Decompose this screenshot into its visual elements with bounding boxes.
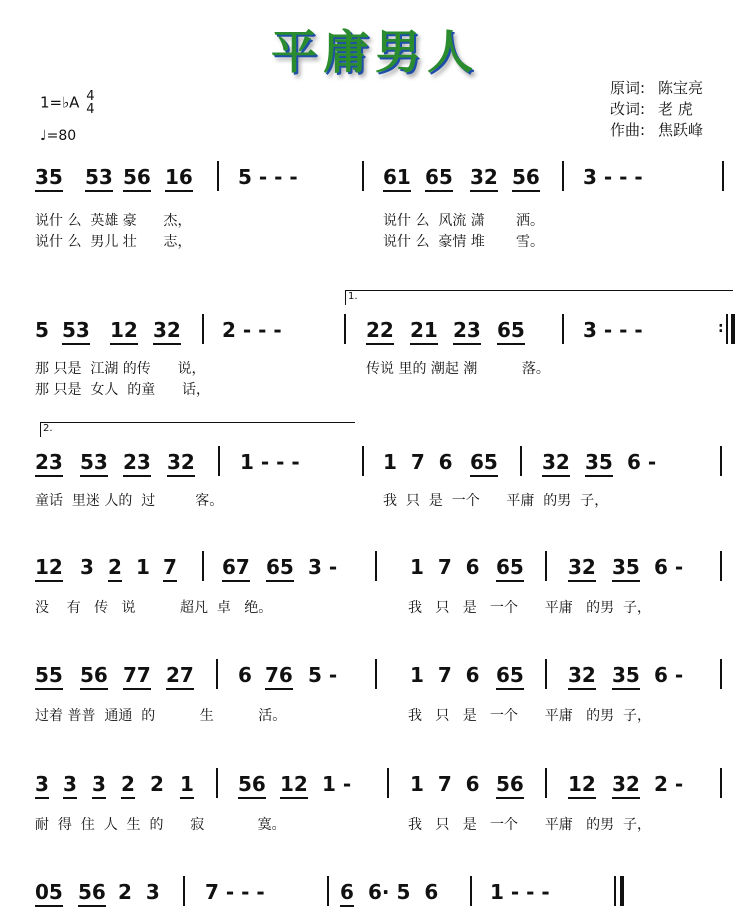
- note-group: 23: [35, 450, 63, 477]
- time-signature: [86, 90, 94, 116]
- barline: [216, 768, 218, 798]
- note-group: 2: [121, 772, 135, 799]
- note-group: 1 7 6: [410, 772, 480, 796]
- note-group: 56: [238, 772, 266, 799]
- note-group: 32: [568, 555, 596, 582]
- barline: [720, 446, 722, 476]
- time-top: 4: [86, 89, 95, 104]
- note-group: 53: [80, 450, 108, 477]
- note-group: 6 -: [654, 663, 684, 687]
- note-group: 5 - - -: [238, 165, 298, 189]
- note-group: 65: [496, 663, 524, 690]
- barline: [470, 876, 472, 906]
- note-group: 32: [470, 165, 498, 192]
- note-group: 56: [123, 165, 151, 192]
- note-group: 12: [280, 772, 308, 799]
- note-group: 77: [123, 663, 151, 690]
- note-group: 12: [568, 772, 596, 799]
- repeat-end-barline: [731, 314, 735, 344]
- lyric-line: 耐 得 住 人 生 的 寂 寞。: [35, 817, 286, 833]
- note-group: 1: [136, 555, 150, 579]
- lyric-line: 没 有 传 说 超凡 卓 绝。: [35, 600, 273, 616]
- barline: [720, 551, 722, 581]
- tempo-marking: ♩=80: [40, 128, 77, 144]
- note-group: 12: [35, 555, 63, 582]
- barline: [720, 768, 722, 798]
- barline: [387, 768, 389, 798]
- note-group: 65: [496, 555, 524, 582]
- credits: [610, 78, 703, 141]
- barline: [344, 314, 346, 344]
- barline: [562, 314, 564, 344]
- volta-bracket-1: 1.: [345, 290, 733, 305]
- repeat-dots: :: [718, 320, 724, 336]
- credit-composer: 作曲: 焦跃峰: [610, 121, 704, 139]
- lyric-line: 说什 么 风流 潇 洒。: [383, 213, 544, 229]
- note-group: 35: [612, 663, 640, 690]
- note-group: 32: [167, 450, 195, 477]
- lyric-line: 那 只是 江湖 的传 说，: [35, 361, 206, 377]
- note-group: 5 -: [308, 663, 338, 687]
- barline: [183, 876, 185, 906]
- note-group: 6 -: [627, 450, 657, 474]
- barline: [217, 161, 219, 191]
- note-group: 1 7 6: [410, 663, 480, 687]
- barline: [327, 876, 329, 906]
- barline: [362, 161, 364, 191]
- note-group: 76: [265, 663, 293, 690]
- note-group: 55: [35, 663, 63, 690]
- barline: [545, 768, 547, 798]
- note-group: 1 - - -: [490, 880, 550, 904]
- note-group: 3 - - -: [583, 165, 643, 189]
- barline: [562, 161, 564, 191]
- note-group: 56: [80, 663, 108, 690]
- key-label: 1=♭A: [40, 93, 80, 112]
- barline: [202, 551, 204, 581]
- lyric-line: 过着 普普 通通 的 生 活。: [35, 708, 287, 724]
- lyric-line: 说什 么 男儿 壮 志，: [35, 234, 192, 250]
- barline: [614, 876, 616, 906]
- note-group: 23: [123, 450, 151, 477]
- barline: [726, 314, 728, 344]
- barline: [218, 446, 220, 476]
- note-group: 3: [80, 555, 94, 579]
- note-group: 6· 5 6: [368, 880, 439, 904]
- note-group: 32: [568, 663, 596, 690]
- note-group: 32: [153, 318, 181, 345]
- note-group: 35: [35, 165, 63, 192]
- note-group: 5: [35, 318, 49, 342]
- barline: [545, 551, 547, 581]
- note-group: 7: [163, 555, 177, 582]
- barline: [520, 446, 522, 476]
- note-group: 2 3: [118, 880, 160, 904]
- barline: [375, 659, 377, 689]
- note-group: 3: [63, 772, 77, 799]
- note-group: 22: [366, 318, 394, 345]
- note-group: 1 7 6: [410, 555, 480, 579]
- lyric-line: 我 只 是 一个 平庸 的男 子，: [408, 600, 652, 616]
- barline: [216, 659, 218, 689]
- barline: [545, 659, 547, 689]
- note-group: 23: [453, 318, 481, 345]
- note-group: 67: [222, 555, 250, 582]
- note-group: 16: [165, 165, 193, 192]
- note-group: 7 - - -: [205, 880, 265, 904]
- barline: [362, 446, 364, 476]
- barline: [720, 659, 722, 689]
- note-group: 1 - - -: [240, 450, 300, 474]
- note-group: 3 -: [308, 555, 338, 579]
- note-group: 65: [470, 450, 498, 477]
- note-group: 53: [85, 165, 113, 192]
- note-group: 56: [78, 880, 106, 907]
- note-group: 61: [383, 165, 411, 192]
- note-group: 65: [497, 318, 525, 345]
- note-group: 6: [238, 663, 252, 687]
- note-group: 27: [166, 663, 194, 690]
- credit-lyrics-revised: 改词: 老 虎: [610, 100, 693, 118]
- key-signature: [40, 90, 95, 116]
- note-group: 53: [62, 318, 90, 345]
- barline: [375, 551, 377, 581]
- note-group: 2: [108, 555, 122, 582]
- note-group: 32: [612, 772, 640, 799]
- lyric-line: 那 只是 女人 的童 话，: [35, 382, 210, 398]
- time-bottom: 4: [86, 102, 95, 117]
- note-group: 12: [110, 318, 138, 345]
- volta-bracket-2: 2.: [40, 422, 355, 437]
- note-group: 6 -: [654, 555, 684, 579]
- note-group: 6: [340, 880, 354, 907]
- note-group: 65: [266, 555, 294, 582]
- note-group: 35: [612, 555, 640, 582]
- note-group: 1: [180, 772, 194, 799]
- note-group: 65: [425, 165, 453, 192]
- barline: [722, 161, 724, 191]
- note-group: 3: [35, 772, 49, 799]
- lyric-line: 说什 么 豪情 堆 雪。: [383, 234, 544, 250]
- note-group: 21: [410, 318, 438, 345]
- final-barline: [620, 876, 624, 906]
- note-group: 56: [512, 165, 540, 192]
- note-group: 1 7 6: [383, 450, 453, 474]
- note-group: 35: [585, 450, 613, 477]
- note-group: 2 - - -: [222, 318, 282, 342]
- note-group: 2 -: [654, 772, 684, 796]
- note-group: 56: [496, 772, 524, 799]
- song-title: 平庸男人: [271, 25, 479, 79]
- note-group: 3: [92, 772, 106, 799]
- note-group: 32: [542, 450, 570, 477]
- lyric-line: 我 只 是 一个 平庸 的男 子，: [408, 708, 652, 724]
- note-group: 1 -: [322, 772, 352, 796]
- note-group: 2: [150, 772, 164, 796]
- barline: [202, 314, 204, 344]
- lyric-line: 我 只 是 一个 平庸 的男 子，: [383, 493, 609, 509]
- credit-lyrics-original: 原词: 陈宝亮: [610, 79, 704, 97]
- lyric-line: 说什 么 英雄 豪 杰，: [35, 213, 192, 229]
- note-group: 3 - - -: [583, 318, 643, 342]
- lyric-line: 童话 里迷 人的 过 客。: [35, 493, 224, 509]
- note-group: 05: [35, 880, 63, 907]
- lyric-line: 我 只 是 一个 平庸 的男 子，: [408, 817, 652, 833]
- lyric-line: 传说 里的 潮起 潮 落。: [366, 361, 550, 377]
